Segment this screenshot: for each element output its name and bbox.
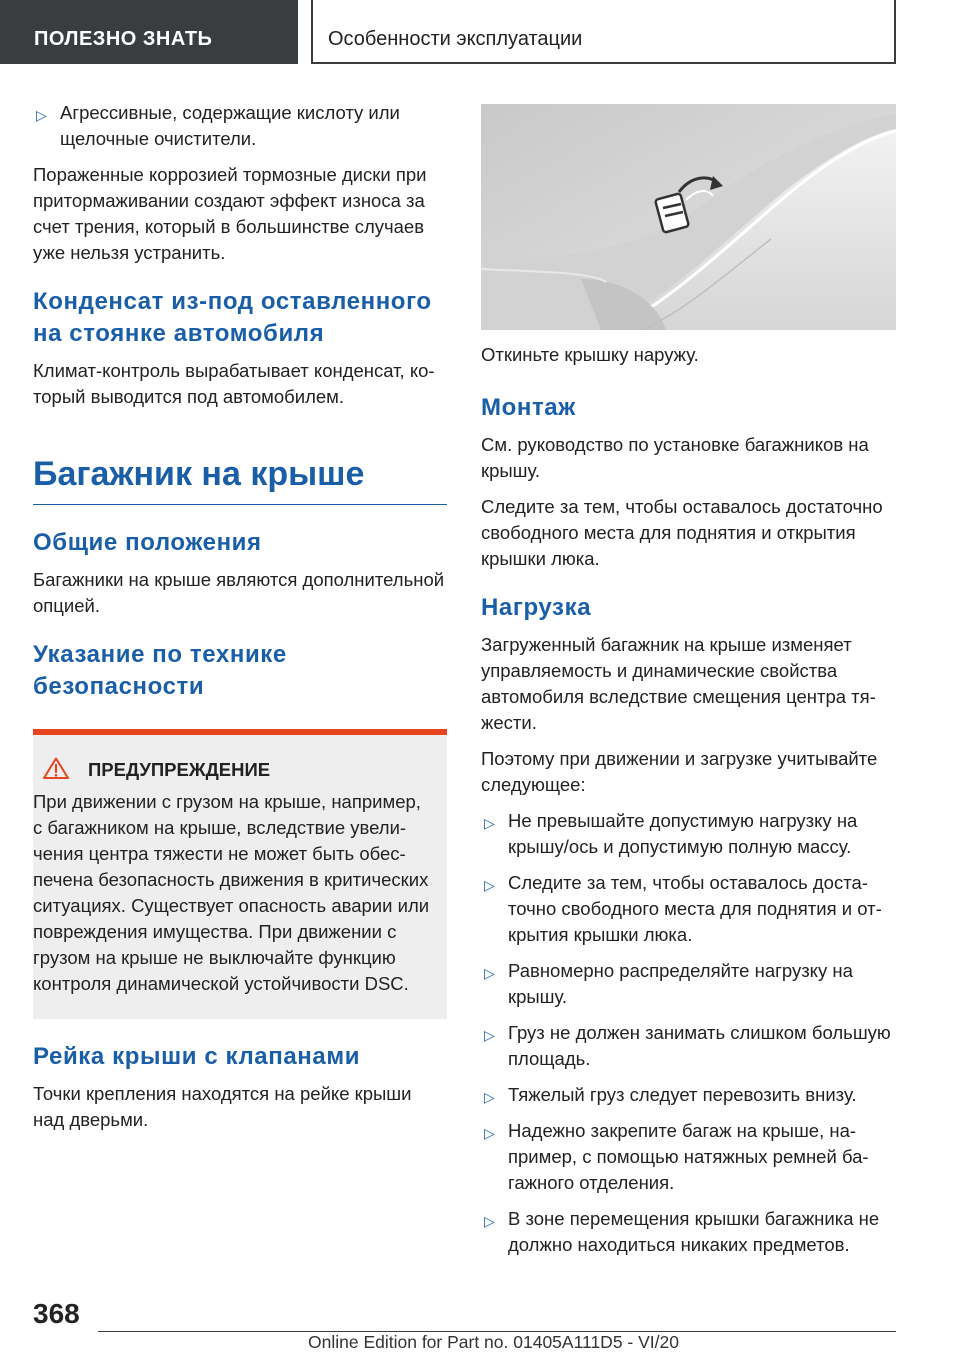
list-item-text: В зоне перемещения крышки багажника не должно находиться никаких предметов. <box>508 1208 880 1255</box>
heading-safety: Указание по технике безопасности <box>33 641 287 700</box>
photo-caption: Откиньте крышку наружу. <box>481 344 699 365</box>
left-column <box>33 100 447 1143</box>
heading-condensate: Конденсат из-под оставленного на стоянке автомобиля <box>33 288 432 347</box>
paragraph: См. руководство по установке багажников на крышу. <box>481 434 869 481</box>
triangle-right-icon: ▷ <box>484 1089 495 1105</box>
paragraph: Загруженный багажник на крыше изменяет управляемость и динамические свойства автомобиля вследствие смещения центра тяжести. <box>481 634 876 733</box>
heading-roof-rail: Рейка крыши с клапанами <box>33 1043 361 1070</box>
heading-general: Общие положения <box>33 529 262 556</box>
page-number: 368 <box>33 1298 80 1329</box>
warning-title: ПРЕДУПРЕЖДЕНИЕ <box>88 759 271 780</box>
list-item-text: Не превышайте допустимую нагрузку на крышу/ось и допустимую полную массу. <box>508 810 858 857</box>
list-item <box>481 958 896 1010</box>
roof-cover-photo <box>481 104 896 330</box>
list-item <box>481 870 896 948</box>
paragraph: Пораженные коррозией тормозные диски при притормаживании создают эффект износа за счет трения, который в большинстве случаев уже нельзя устранить. <box>33 164 427 263</box>
warning-header <box>33 757 433 783</box>
list-item <box>481 808 896 860</box>
triangle-right-icon: ▷ <box>36 107 47 123</box>
section-heading-roof-rack: Багажник на крыше <box>33 454 447 505</box>
paragraph: Поэтому при движении и загрузке учитывайте следующее: <box>481 748 878 795</box>
paragraph: Следите за тем, чтобы оставалось достаточно свободного места для поднятия и открытия крышки люка. <box>481 496 883 569</box>
chapter-title: Особенности эксплуатации <box>311 0 896 64</box>
triangle-right-icon: ▷ <box>484 1027 495 1043</box>
triangle-right-icon: ▷ <box>484 1125 495 1141</box>
list-item <box>33 100 447 152</box>
right-column <box>481 100 896 1268</box>
warning-text: При движении с грузом на крыше, например, с багажником на крыше, вследствие увеличения центра тяжести не может быть обеспечена безопасность движения в критических ситуациях. Существует опасность аварии или повреждения имущества. При движении с грузом на крыше не выключайте функцию контроля динамической устойчивости DSC. <box>33 791 430 994</box>
list-item <box>481 1206 896 1258</box>
paragraph: Багажники на крыше являются дополнительной опцией. <box>33 569 445 616</box>
triangle-right-icon: ▷ <box>484 877 495 893</box>
list-item <box>481 1082 896 1108</box>
warning-triangle-icon <box>43 757 69 779</box>
edition-note: Online Edition for Part no. 01405A111D5 - VI/20 <box>308 1332 679 1352</box>
triangle-right-icon: ▷ <box>484 1213 495 1229</box>
triangle-right-icon: ▷ <box>484 965 495 981</box>
paragraph: Климат-контроль вырабатывает конденсат, который выводится под автомобилем. <box>33 360 435 407</box>
heading-load: Нагрузка <box>481 594 592 621</box>
list-item <box>481 1020 896 1072</box>
list-item-text: Агрессивные, содержащие кислоту или щелочные очистители. <box>60 102 400 149</box>
list-item-text: Тяжелый груз следует перевозить внизу. <box>508 1084 857 1105</box>
list-item-text: Следите за тем, чтобы оставалось достаточно свободного места для поднятия и открытия крышки люка. <box>508 872 882 945</box>
load-list <box>481 808 896 1258</box>
list-item-text: Надежно закрепите багаж на крыше, например, с помощью натяжных ремней багажного отделения. <box>508 1120 869 1193</box>
list-item <box>481 1118 896 1196</box>
list-item-text: Груз не должен занимать слишком большую площадь. <box>508 1022 891 1069</box>
paragraph: Точки крепления находятся на рейке крыши над дверьми. <box>33 1083 412 1130</box>
section-tab: ПОЛЕЗНО ЗНАТЬ <box>0 0 298 64</box>
warning-box <box>33 729 447 1019</box>
list-item-text: Равномерно распределяйте нагрузку на крышу. <box>508 960 853 1007</box>
heading-mount: Монтаж <box>481 394 576 421</box>
triangle-right-icon: ▷ <box>484 815 495 831</box>
